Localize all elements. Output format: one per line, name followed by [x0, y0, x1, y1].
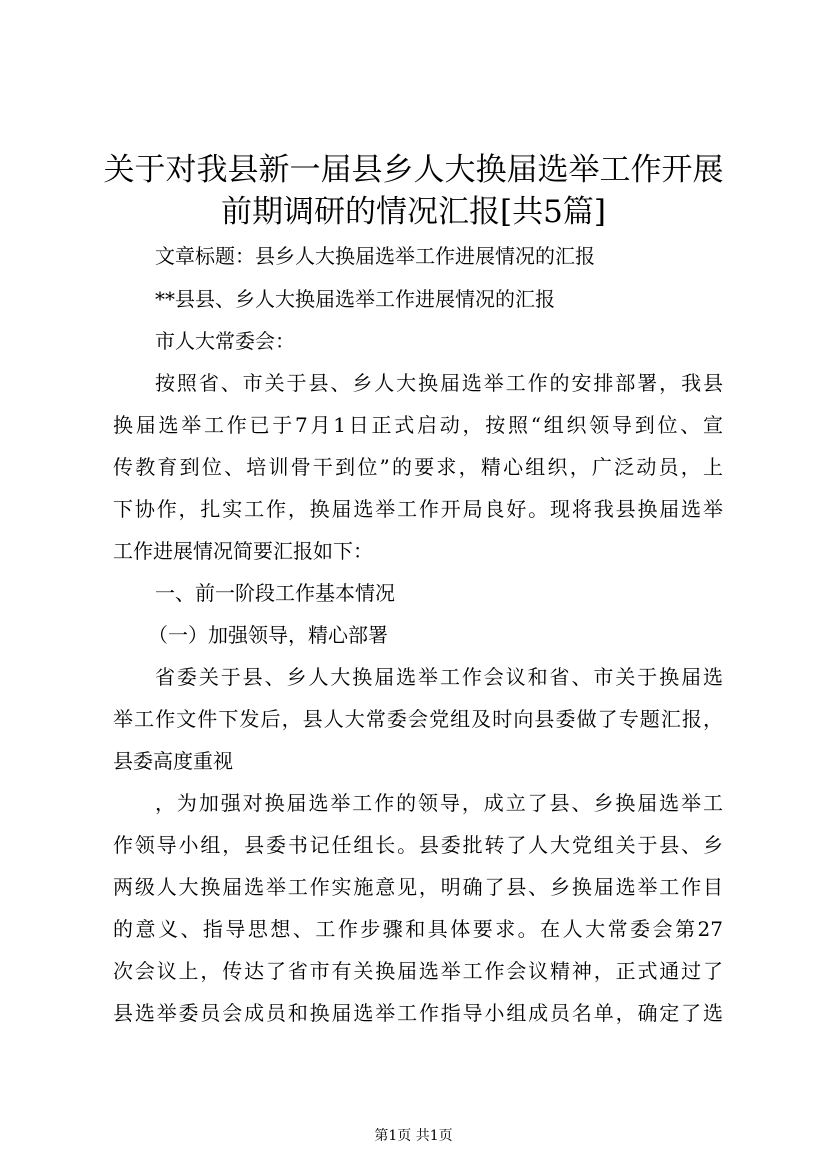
paragraph-line: 作领导小组，县委书记任组长。县委批转了人大党组关于县、乡	[113, 833, 723, 857]
article-title-line: 文章标题：县乡人大换届选举工作进展情况的汇报	[155, 244, 595, 268]
document-title-line-1: 关于对我县新一届县乡人大换届选举工作开展	[103, 152, 724, 188]
paragraph-line: 下协作，扎实工作，换届选举工作开局良好。现将我县换届选举	[113, 497, 723, 521]
paragraph-line: 县委高度重视	[113, 749, 233, 773]
paragraph-line: 传教育到位、培训骨干到位”的要求，精心组织，广泛动员，上	[113, 455, 723, 479]
paragraph-line: ，为加强对换届选举工作的领导，成立了县、乡换届选举工	[155, 791, 723, 815]
paragraph-line: 次会议上，传达了省市有关换届选举工作会议精神，正式通过了	[113, 959, 723, 983]
paragraph-line: 举工作文件下发后，县人大常委会党组及时向县委做了专题汇报，	[113, 707, 723, 731]
subsection-heading: （一）加强领导，精心部署	[148, 623, 388, 647]
document-title-line-2: 前期调研的情况汇报[共5篇]	[221, 194, 606, 230]
paragraph-line: 按照省、市关于县、乡人大换届选举工作的安排部署，我县	[155, 371, 723, 395]
paragraph-line: 省委关于县、乡人大换届选举工作会议和省、市关于换届选	[155, 665, 723, 689]
report-heading-line: **县县、乡人大换届选举工作进展情况的汇报	[155, 287, 555, 311]
paragraph-line: 的意义、指导思想、工作步骤和具体要求。在人大常委会第27	[113, 917, 723, 941]
paragraph-line: 县选举委员会成员和换届选举工作指导小组成员名单，确定了选	[113, 1001, 723, 1025]
paragraph-line: 换届选举工作已于7月1日正式启动，按照“组织领导到位、宣	[113, 413, 723, 437]
section-heading: 一、前一阶段工作基本情况	[155, 581, 395, 605]
salutation-line: 市人大常委会：	[155, 329, 295, 353]
paragraph-line: 两级人大换届选举工作实施意见，明确了县、乡换届选举工作目	[113, 875, 723, 899]
page-footer: 第1页 共1页	[374, 1128, 453, 1144]
paragraph-line: 工作进展情况简要汇报如下：	[113, 539, 373, 563]
